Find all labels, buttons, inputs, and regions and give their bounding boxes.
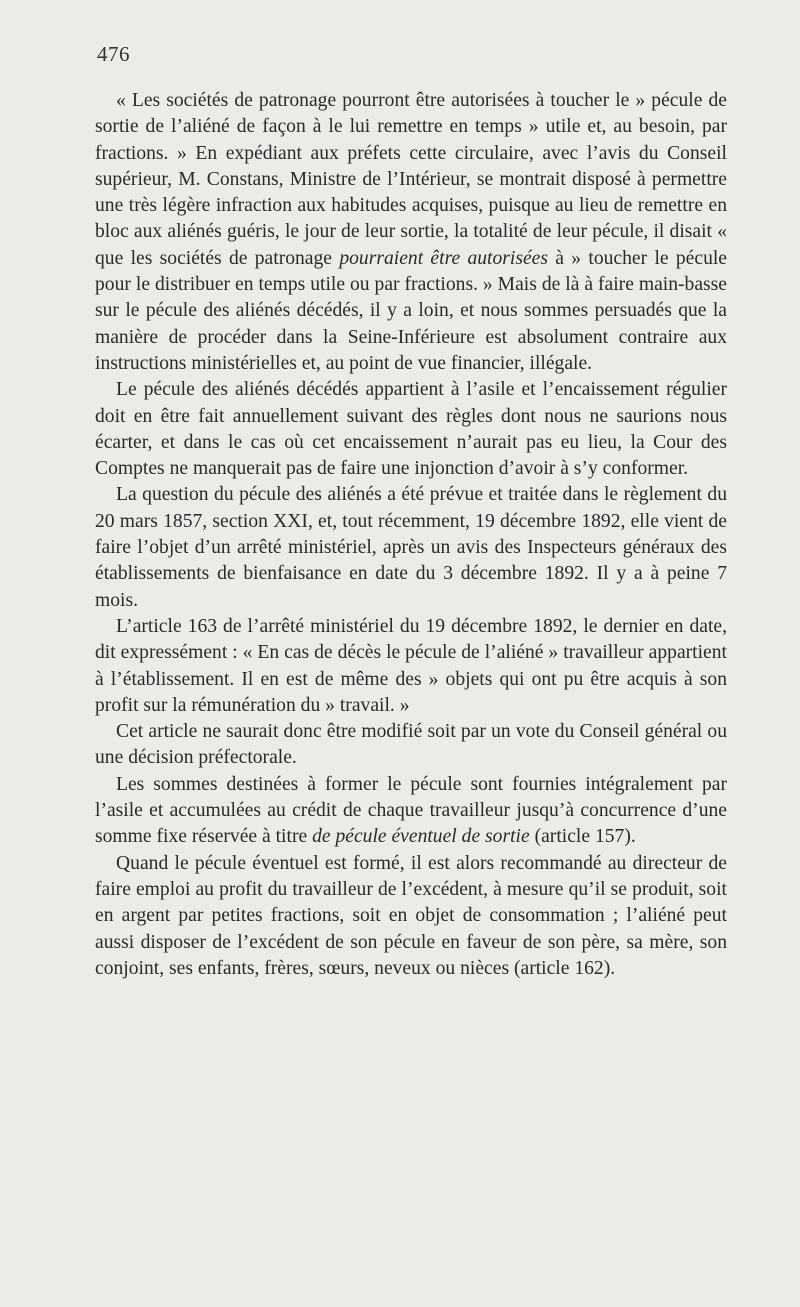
paragraph-6-text-b: (article 157). (529, 826, 636, 848)
paragraph-6-italic: de pécule éventuel de sortie (312, 826, 530, 848)
paragraph-7: Quand le pécule éventuel est formé, il est alors recommandé au directeur de faire emploi au profit du travailleur de l’excédent, à mesure qu’il se produit, soit en argent par petites fractions, soit en objet de consommation ; l’aliéné peut aussi disposer de l’excédent de son pécule en faveur de son père, sa mère, son conjoint, ses enfants, frères, sœurs, neveux ou nièces (article 162). (95, 852, 727, 979)
paragraph-4: L’article 163 de l’arrêté ministériel du 19 décembre 1892, le dernier en date, dit expressément : « En cas de décès le pécule de l’aliéné » travailleur appartient à l’établissement. Il en est de même des » objets qui ont pu être acquis à son profit sur la rémunération du » travail. » (95, 615, 727, 716)
paragraph-1-text-a: « Les sociétés de patronage pourront être autorisées à toucher le » pécule de sortie de l’aliéné de façon à le lui remettre en temps » utile et, au besoin, par fractions. » En expédiant aux préfets cette circulaire, avec l’avis du Conseil supérieur, M. Constans, Ministre de l’Intérieur, se montrait disposé à permettre une très légère infraction aux habitudes acquises, puisque au lieu de remettre en bloc aux aliénés guéris, le jour de leur sortie, la totalité de leur pécule, il disait « que les sociétés de patronage (95, 90, 727, 269)
paragraph-6-text-a: Les sommes destinées à former le pécule sont fournies intégralement par l’asile et accumulées au crédit de chaque travailleur jusqu’à concurrence d’une somme fixe réservée à titre (95, 773, 727, 848)
page-number: 476 (97, 42, 130, 66)
paragraph-1-italic: pourraient être autorisées (339, 247, 549, 269)
paragraph-1 (95, 88, 727, 377)
paragraph-5: Cet article ne saurait donc être modifié soit par un vote du Conseil général ou une décision préfectorale. (95, 721, 727, 769)
paragraph-3: La question du pécule des aliénés a été prévue et traitée dans le règlement du 20 mars 1857, section XXI, et, tout récemment, 19 décembre 1892, elle vient de faire l’objet d’un arrêté ministériel, après un avis des Inspecteurs généraux des établissements de bienfaisance en date du 3 décembre 1892. Il y a à peine 7 mois. (95, 484, 727, 611)
paragraph-2: Le pécule des aliénés décédés appartient à l’asile et l’encaissement régulier doit en être fait annuellement suivant des règles dont nous ne saurions nous écarter, et dans le cas où cet encaissement n’aurait pas eu lieu, la Cour des Comptes ne manquerait pas de faire une injonction d’avoir à s’y conformer. (95, 379, 727, 480)
body-text (95, 88, 727, 982)
paragraph-6 (95, 772, 727, 851)
paragraph-1-text-b: à » toucher le pécule pour le distribuer en temps utile ou par fractions. » Mais de là à faire main-basse sur le pécule des aliénés décédés, il y a loin, et nous sommes persuadés que la manière de procéder dans la Seine-Inférieure est absolument contraire aux instructions ministérielles et, au point de vue financier, illégale. (95, 247, 728, 374)
